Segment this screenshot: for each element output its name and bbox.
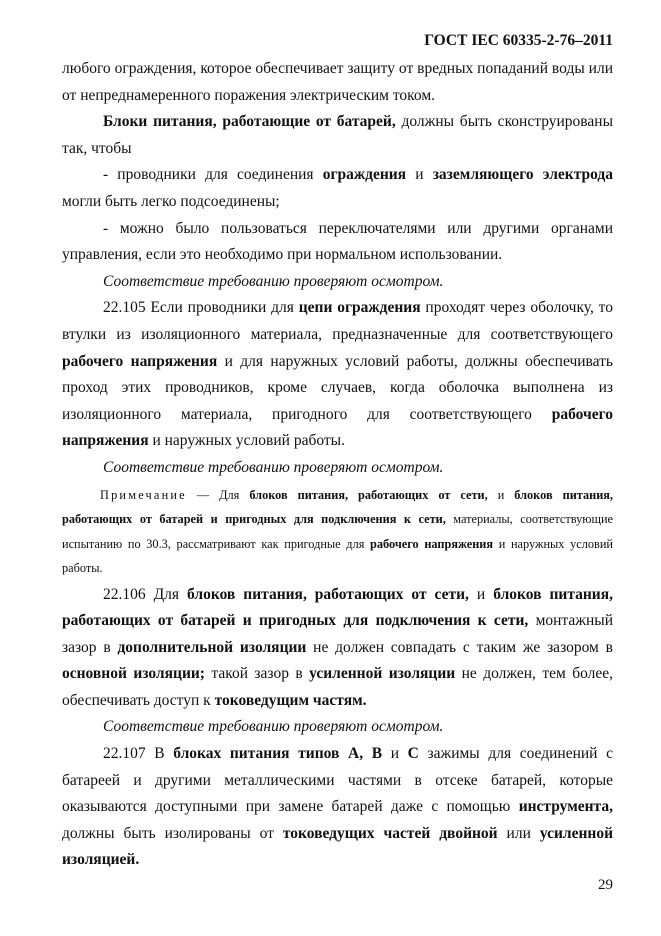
term-bold: С bbox=[407, 745, 419, 763]
paragraph-controls-item bbox=[62, 216, 613, 269]
text-run: и наружных условий работы. bbox=[148, 432, 345, 450]
text-run: или bbox=[497, 824, 540, 842]
term-bold: блоков питания, работающих от сети, bbox=[187, 585, 469, 603]
compliance-check: Соответствие требованию проверяют осмотром. bbox=[103, 458, 444, 476]
text-run: и bbox=[406, 166, 433, 184]
page-number: 29 bbox=[598, 877, 613, 893]
text-run: монтажный зазор в bbox=[62, 612, 613, 656]
note-label: Примечание bbox=[100, 487, 187, 502]
text-run: зажимы для соединений с батареей и другими металлическими частями в отсеке батарей, которые оказываются доступными при замене батарей даже с помощью bbox=[62, 745, 613, 816]
text-run: и для наружных условий работы, должны обеспечивать проход этих проводников, кроме случаев, когда оболочка выполнена из изоляционного материала, пригодного для соответствующего bbox=[62, 352, 613, 423]
term-bold: рабочего напряжения bbox=[62, 352, 218, 370]
paragraph-22-105 bbox=[62, 295, 613, 455]
text-run: 22.105 Если проводники для bbox=[103, 299, 299, 317]
term-bold: рабочего напряжения bbox=[370, 536, 494, 551]
note-paragraph bbox=[62, 483, 613, 581]
text-run: - проводники для соединения bbox=[103, 166, 323, 184]
compliance-check: Соответствие требованию проверяют осмотром. bbox=[103, 718, 444, 736]
text-run: 22.106 Для bbox=[103, 585, 188, 603]
text-run: — Для bbox=[186, 487, 250, 502]
term-bold: двойной bbox=[439, 824, 498, 842]
term-bold: ограждения bbox=[322, 166, 407, 184]
text-run: проходят через оболочку, то втулки из изоляционного материала, предназначенные для соответствующего bbox=[62, 299, 613, 343]
paragraph-22-107 bbox=[62, 741, 613, 874]
text-run: могли быть легко подсоединены; bbox=[62, 192, 280, 210]
term-bold: блоков питания, работающих от сети, bbox=[249, 487, 488, 502]
term-bold: блоков питания, работающих от батарей и пригодных для подключения к сети, bbox=[62, 585, 613, 630]
term-bold: Блоки питания, работающие от батарей, bbox=[103, 113, 396, 131]
term-bold: цепи ограждения bbox=[298, 299, 421, 317]
text-run: 22.107 В bbox=[103, 745, 174, 763]
text-run: - можно было пользоваться переключателями или другими органами управления, если это необходимо при нормальном использовании. bbox=[62, 219, 613, 264]
paragraph-22-106 bbox=[62, 582, 613, 715]
text-run bbox=[430, 825, 439, 842]
term-bold: заземляющего электрода bbox=[432, 166, 614, 184]
document-page bbox=[62, 30, 613, 874]
compliance-check: Соответствие требованию проверяют осмотром. bbox=[103, 272, 444, 290]
term-bold: токоведущим частям. bbox=[214, 691, 367, 709]
text-run: должны быть сконструированы так, чтобы bbox=[62, 113, 613, 157]
text-run: и bbox=[487, 487, 515, 502]
paragraph-enclosure-protection bbox=[62, 56, 613, 109]
text-run: такой зазор в bbox=[204, 665, 310, 683]
term-bold: основной изоляции; bbox=[62, 665, 205, 683]
term-bold: инструмента, bbox=[518, 798, 613, 816]
text-run: и bbox=[468, 585, 494, 603]
term-bold: рабочего напряжения bbox=[62, 405, 613, 450]
text-run: материалы, соответствующие испытанию по 30.3, рассматривают как пригодные для bbox=[62, 512, 613, 551]
text-run: не должен совпадать с таким же зазором в bbox=[306, 638, 613, 656]
term-bold: дополнительной изоляции bbox=[117, 638, 307, 656]
standard-header: ГОСТ IEC 60335-2-76–2011 bbox=[424, 32, 613, 49]
text-run: любого ограждения, которое обеспечивает защиту от вредных попаданий воды или от непреднамеренного поражения электрическим током. bbox=[62, 60, 613, 104]
text-run: и наружных условий работы. bbox=[62, 536, 613, 575]
paragraph-conductors-item bbox=[62, 162, 613, 215]
text-run: не должен, тем более, обеспечивать доступ к bbox=[62, 665, 613, 709]
term-bold: усиленной изоляцией. bbox=[62, 824, 614, 869]
text-run: и bbox=[382, 745, 408, 763]
term-bold: блоков питания, работающих от батарей и пригодных для подключения к сети, bbox=[62, 487, 614, 526]
paragraph-battery-supplies bbox=[62, 109, 613, 162]
term-bold: токоведущих частей bbox=[282, 824, 431, 842]
text-run: должны быть изолированы от bbox=[62, 824, 283, 842]
term-bold: усиленной изоляции bbox=[309, 665, 456, 683]
term-bold: блоках питания типов А, В bbox=[173, 745, 383, 763]
